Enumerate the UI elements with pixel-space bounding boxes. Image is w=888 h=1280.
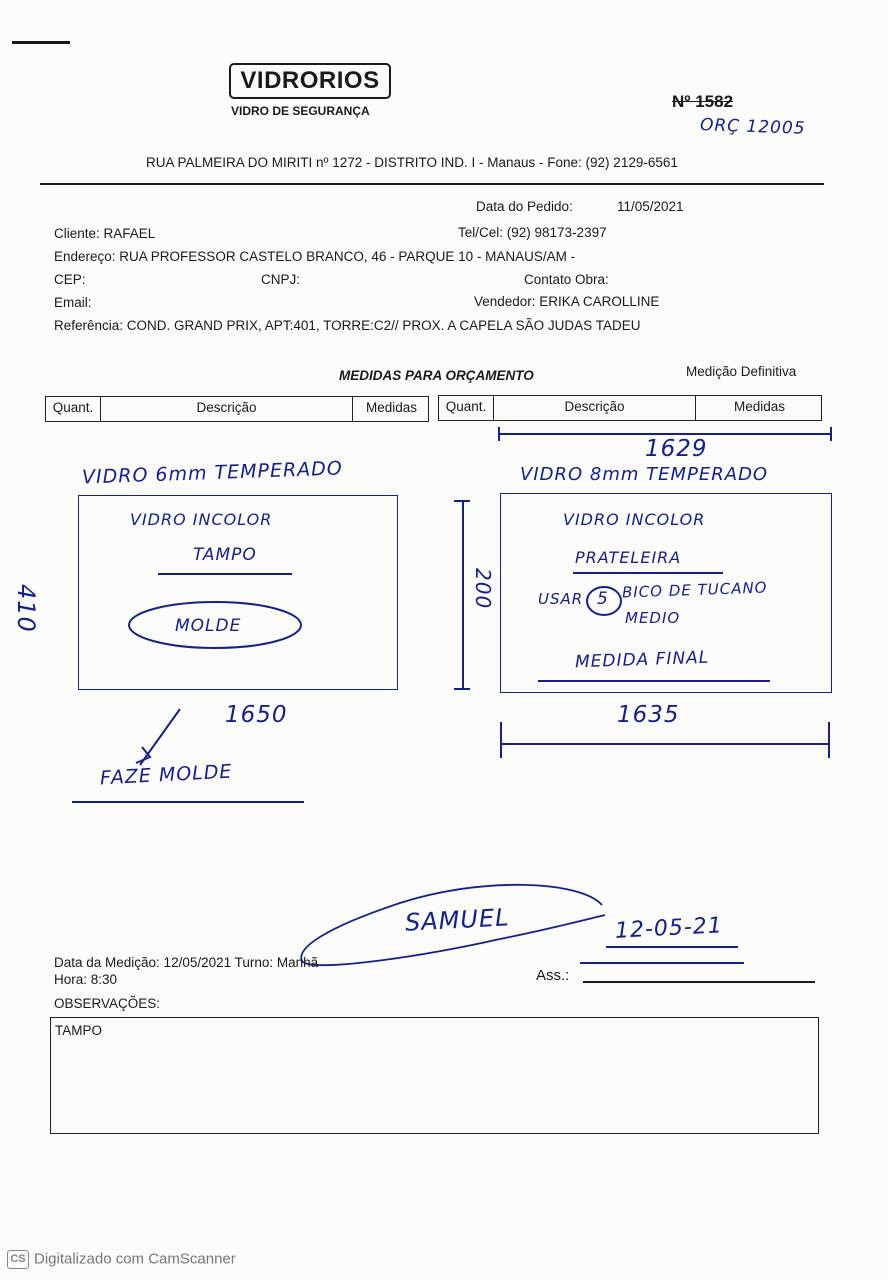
signature-label: Ass.:	[536, 967, 570, 984]
client-address: Endereço: RUA PROFESSOR CASTELO BRANCO, 46 - PARQUE 10 - MANAUS/AM -	[54, 249, 576, 264]
observations-label: OBSERVAÇÕES:	[54, 996, 161, 1011]
seller-field: Vendedor: ERIKA CAROLLINE	[474, 294, 660, 309]
left-note: FAZE MOLDE	[99, 760, 233, 790]
column-medidas: Medidas	[733, 399, 786, 414]
right-line-5: MEDIDA FINAL	[574, 647, 710, 673]
right-height-tick-top	[454, 500, 470, 502]
measures-title: MEDIDAS PARA ORÇAMENTO	[339, 368, 534, 383]
right-line-2-underline	[573, 572, 723, 574]
logo-name: VIDRORIOS	[240, 67, 380, 94]
logo-subtitle: VIDRO DE SEGURANÇA	[231, 104, 370, 118]
right-bottom-tick-left	[500, 722, 502, 758]
corner-dash	[12, 41, 70, 44]
camscanner-icon: CS	[7, 1250, 29, 1269]
header-divider	[40, 183, 824, 185]
right-height-line	[462, 500, 464, 688]
left-underline	[158, 573, 292, 575]
table-header-left	[45, 396, 429, 422]
reference-field: Referência: COND. GRAND PRIX, APT:401, TORRE:C2// PROX. A CAPELA SÃO JUDAS TADEU	[54, 318, 641, 333]
right-bottom-dimension-line	[500, 743, 830, 745]
right-glass-type: VIDRO 8mm TEMPERADO	[520, 464, 769, 485]
right-top-dimension-line	[498, 433, 832, 435]
column-descricao: Descrição	[101, 397, 353, 421]
right-bottom-width: 1635	[617, 702, 680, 728]
client-name: Cliente: RAFAEL	[54, 226, 156, 241]
scanner-footer-text: Digitalizado com CamScanner	[34, 1250, 236, 1268]
signature-line	[583, 981, 815, 983]
orc-number-handwritten: ORÇ 12005	[699, 115, 806, 139]
table-header-right	[438, 395, 822, 421]
right-line-3-suffix: BICO DE TUCANO	[621, 578, 768, 602]
right-line-3-circled: 5	[597, 589, 609, 609]
right-line-3-prefix: USAR	[538, 590, 584, 608]
order-date-label: Data do Pedido:	[476, 199, 573, 214]
measurement-hour: Hora: 8:30	[54, 972, 118, 987]
column-descricao: Descrição	[494, 396, 696, 420]
right-line-4: MEDIO	[625, 609, 681, 627]
company-logo	[229, 63, 391, 99]
email-field: Email:	[54, 295, 92, 310]
right-top-tick-right	[830, 427, 832, 441]
signature-underline-2	[580, 962, 744, 964]
company-address: RUA PALMEIRA DO MIRITI nº 1272 - DISTRITO IND. I - Manaus - Fone: (92) 2129-6561	[146, 155, 678, 170]
document-number: Nº 1582	[672, 92, 734, 111]
observations-box	[50, 1017, 819, 1134]
left-width-dimension: 1650	[225, 702, 288, 728]
column-medidas: Medidas	[365, 400, 418, 415]
right-top-width: 1629	[645, 436, 708, 462]
left-line-2: TAMPO	[193, 545, 257, 565]
observations-text: TAMPO	[55, 1023, 102, 1038]
left-height-dimension: 410	[12, 584, 40, 633]
signature-underline-1	[606, 946, 738, 948]
left-line-1: VIDRO INCOLOR	[130, 510, 273, 529]
contact-field: Contato Obra:	[524, 272, 609, 287]
signature-date: 12-05-21	[614, 913, 724, 944]
measurement-date: Data da Medição: 12/05/2021 Turno: Manhã	[54, 955, 319, 970]
order-date-value: 11/05/2021	[617, 199, 684, 214]
column-quant: Quant.	[46, 397, 101, 421]
measure-mode: Medição Definitiva	[686, 364, 797, 379]
right-height-dimension: 200	[471, 568, 495, 610]
scanner-footer	[7, 1250, 236, 1269]
left-glass-type: VIDRO 6mm TEMPERADO	[81, 457, 344, 489]
client-phone: Tel/Cel: (92) 98173-2397	[458, 225, 607, 240]
cep-field: CEP:	[54, 272, 86, 287]
right-bottom-tick-right	[828, 722, 830, 758]
cnpj-field: CNPJ:	[261, 272, 301, 287]
right-line-2: PRATELEIRA	[575, 548, 682, 567]
right-top-tick-left	[498, 427, 500, 441]
right-line-5-underline	[538, 680, 770, 682]
right-line-1: VIDRO INCOLOR	[563, 510, 706, 529]
right-height-tick-bottom	[454, 688, 470, 690]
column-quant: Quant.	[439, 396, 494, 420]
left-note-underline	[72, 801, 304, 803]
signature-name: SAMUEL	[404, 903, 511, 937]
left-circled-word: MOLDE	[175, 616, 242, 636]
